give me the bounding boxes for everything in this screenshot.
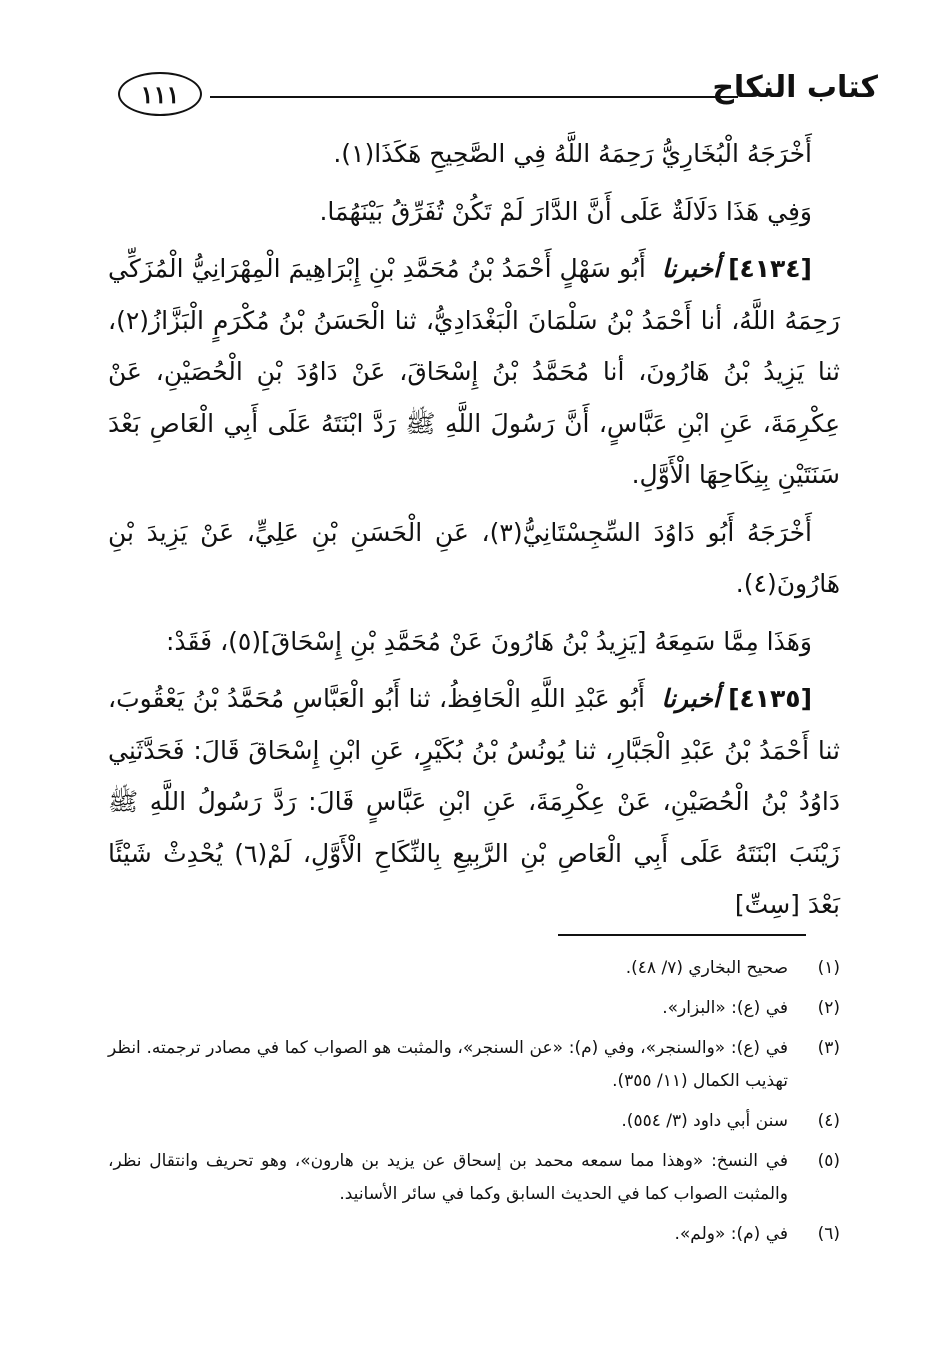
footnote-text: في (ع): «والسنجر»، وفي (م): «عن السنجر»، والمثبت هو الصواب كما في مصادر ترجمته. انظر تهذيب الكمال (١١/ ٣٥٥). xyxy=(108,1038,788,1091)
footnote-number: (٣) xyxy=(817,1038,840,1058)
hadith-number: [٤١٣٤] xyxy=(728,254,812,283)
footnote-item xyxy=(108,1105,840,1138)
akhbarana-label: أخبرنا xyxy=(661,684,720,713)
akhbarana-label: أخبرنا xyxy=(661,254,721,283)
footnote-text: صحيح البخاري (٧/ ٤٨). xyxy=(625,958,788,978)
footnote-item xyxy=(108,992,840,1025)
footnote-item xyxy=(108,1032,840,1098)
footnote-item xyxy=(108,1145,840,1211)
page-header xyxy=(118,68,878,118)
paragraph-heard: وَهَذَا مِمَّا سَمِعَهُ [يَزِيدُ بْنُ هَارُونَ عَنْ مُحَمَّدِ بْنِ إِسْحَاقَ](٥)، فَقَدْ: xyxy=(165,626,812,656)
footnote-number: (٥) xyxy=(817,1151,840,1171)
hadith-4134 xyxy=(108,243,840,501)
footnote-item xyxy=(108,1218,840,1251)
hadith-text: أَبُو عَبْدِ اللَّهِ الْحَافِظُ، ثنا أَبُو الْعَبَّاسِ مُحَمَّدُ بْنُ يَعْقُوبَ، ثنا أَحْمَدُ بْنُ عَبْدِ الْجَبَّارِ، ثنا يُونُسُ بْنُ بُكَيْرٍ، عَنِ ابْنِ إِسْحَاقَ قَالَ: فَحَدَّثَنِي دَاوُدُ بْنُ الْحُصَيْنِ، عَنْ عِكْرِمَةَ، عَنِ ابْنِ عَبَّاسٍ قَالَ: رَدَّ رَسُولُ اللَّهِ ﷺ زَيْنَبَ ابْنَتَهُ عَلَى أَبِي الْعَاصِ بْنِ الرَّبِيعِ بِالنِّكَاحِ الْأَوَّلِ، لَمْ(٦) يُحْدِثْ شَيْئًا بَعْدَ [سِتِّ] xyxy=(108,684,840,919)
footnote-text: في النسخ: «وهذا مما سمعه محمد بن إسحاق عن يزيد بن هارون»، وهو تحريف وانتقال نظر، والمثبت الصواب كما في الحديث السابق وكما في سائر الأسانيد. xyxy=(108,1151,788,1204)
page-number: ١١١ xyxy=(140,79,180,109)
main-text xyxy=(108,128,840,937)
hadith-number: [٤١٣٥] xyxy=(728,684,813,713)
header-rule xyxy=(210,96,738,98)
hadith-4135 xyxy=(108,673,840,931)
footnote-number: (١) xyxy=(817,958,840,978)
footnote-number: (٤) xyxy=(817,1111,840,1131)
hadith-text: أَبُو سَهْلٍ أَحْمَدُ بْنُ مُحَمَّدِ بْنِ إِبْرَاهِيمَ الْمِهْرَانِيُّ الْمُزَكِّي رَحِمَهُ اللَّهُ، أنا أَحْمَدُ بْنُ سَلْمَانَ الْبَغْدَادِيُّ، ثنا الْحَسَنُ بْنُ مُكْرَمٍ الْبَزَّازُ(٢)، ثنا يَزِيدُ بْنُ هَارُونَ، أنا مُحَمَّدُ بْنُ إِسْحَاقَ، عَنْ دَاوُدَ بْنِ الْحُصَيْنِ، عَنْ عِكْرِمَةَ، عَنِ ابْنِ عَبَّاسٍ، أَنَّ رَسُولَ اللَّهِ ﷺ رَدَّ ابْنَتَهُ عَلَى أَبِي الْعَاصِ بَعْدَ سَنَتَيْنِ بِنِكَاحِهَا الْأَوَّلِ. xyxy=(108,254,840,489)
footnote-text: في (م): «ولم». xyxy=(674,1224,788,1244)
running-title: كتاب النكاح xyxy=(712,70,878,105)
footnote-separator xyxy=(558,934,806,936)
paragraph-bukhari: أَخْرَجَهُ الْبُخَارِيُّ رَحِمَهُ اللَّهُ فِي الصَّحِيحِ هَكَذَا(١). xyxy=(333,139,812,168)
page-number-oval xyxy=(118,72,202,116)
footnote-number: (٢) xyxy=(817,998,840,1018)
footnote-number: (٦) xyxy=(817,1224,840,1244)
paragraph-indication: وَفِي هَذَا دَلَالَةٌ عَلَى أَنَّ الدَّارَ لَمْ تَكُنْ تُفَرِّقُ بَيْنَهُمَا. xyxy=(319,196,812,226)
paragraph-abudawud: أَخْرَجَهُ أَبُو دَاوُدَ السِّجِسْتَانِيُّ(٣)، عَنِ الْحَسَنِ بْنِ عَلِيٍّ، عَنْ يَزِيدَ بْنِ هَارُونَ(٤). xyxy=(108,517,840,598)
footnotes xyxy=(108,952,840,1258)
footnote-text: في (ع): «البزار». xyxy=(662,998,788,1018)
footnote-text: سنن أبي داود (٣/ ٥٥٤). xyxy=(621,1111,788,1131)
footnote-item xyxy=(108,952,840,985)
